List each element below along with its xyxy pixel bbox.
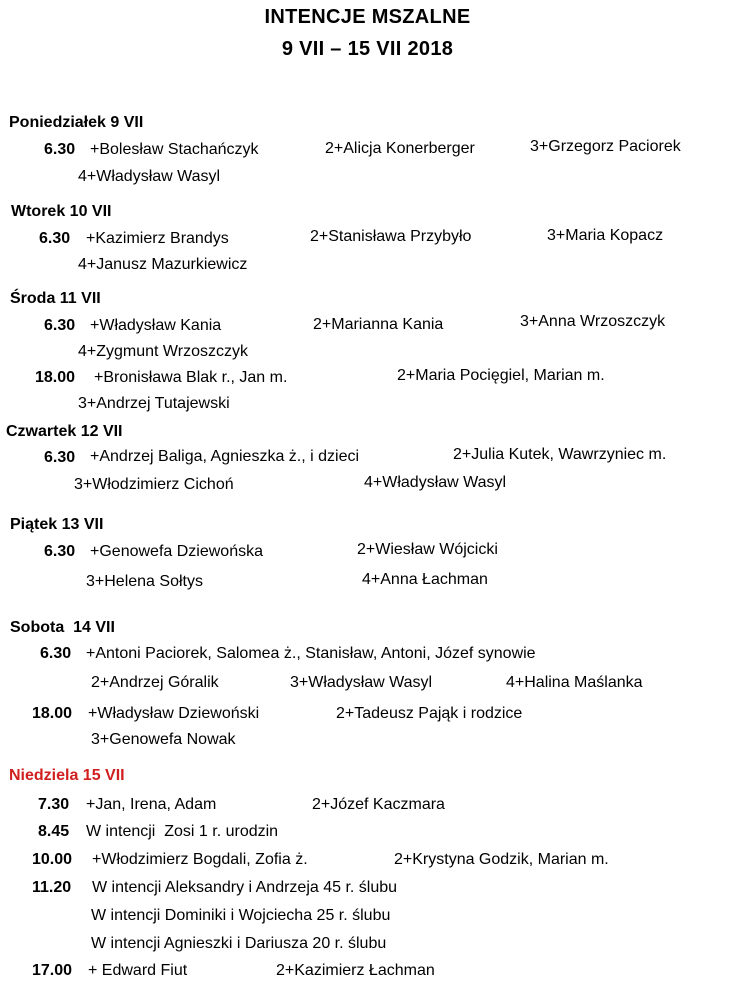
mass-time: 18.00 xyxy=(32,705,73,722)
day-heading-wednesday: Środa 11 VII xyxy=(10,290,101,307)
intention: 2+Marianna Kania xyxy=(313,316,444,333)
intention: +Władysław Kania xyxy=(90,317,222,334)
intention: +Władysław Dziewoński xyxy=(88,705,260,722)
intention: 2+Maria Pocięgiel, Marian m. xyxy=(397,367,605,384)
intention: W intencji Dominiki i Wojciecha 25 r. ślubu xyxy=(91,907,391,924)
intention: 3+Helena Sołtys xyxy=(86,573,203,590)
intention: 2+Julia Kutek, Wawrzyniec m. xyxy=(453,446,667,463)
intention: +Antoni Paciorek, Salomea ż., Stanisław, Antoni, Józef synowie xyxy=(86,645,536,662)
intention: 4+Zygmunt Wrzoszczyk xyxy=(78,343,248,360)
intention: + Edward Fiut xyxy=(88,962,188,979)
intention: W intencji Aleksandry i Andrzeja 45 r. ślubu xyxy=(92,879,398,896)
intention: +Jan, Irena, Adam xyxy=(86,796,217,813)
mass-time: 8.45 xyxy=(38,823,70,840)
day-heading-friday: Piątek 13 VII xyxy=(10,516,104,533)
intention: 3+Włodzimierz Cichoń xyxy=(74,476,234,493)
intention: +Bolesław Stachańczyk xyxy=(90,141,259,158)
intention: 3+Maria Kopacz xyxy=(547,227,664,244)
intention: 4+Władysław Wasyl xyxy=(78,168,221,185)
mass-time: 11.20 xyxy=(32,879,72,896)
intention: 2+Wiesław Wójcicki xyxy=(357,541,498,558)
intention: 4+Halina Maślanka xyxy=(506,674,643,691)
intention: +Kazimierz Brandys xyxy=(86,230,229,247)
intention: 4+Władysław Wasyl xyxy=(364,474,507,491)
mass-time: 7.30 xyxy=(38,796,70,813)
day-heading-sunday: Niedziela 15 VII xyxy=(9,767,125,784)
day-heading-saturday: Sobota 14 VII xyxy=(10,619,115,636)
intention: 3+Genowefa Nowak xyxy=(91,731,236,748)
mass-time: 6.30 xyxy=(44,543,76,560)
intention: 2+Stanisława Przybyło xyxy=(310,228,472,245)
mass-time: 18.00 xyxy=(35,369,76,386)
intention: +Bronisława Blak r., Jan m. xyxy=(94,369,288,386)
intention: 3+Anna Wrzoszczyk xyxy=(520,313,666,330)
intention: +Andrzej Baliga, Agnieszka ż., i dzieci xyxy=(90,448,360,465)
mass-time: 6.30 xyxy=(44,141,76,158)
mass-time: 17.00 xyxy=(32,962,73,979)
intention: W intencji Agnieszki i Dariusza 20 r. ślubu xyxy=(91,935,387,952)
mass-time: 6.30 xyxy=(44,449,76,466)
intention: 4+Anna Łachman xyxy=(362,571,488,588)
intention: 3+Andrzej Tutajewski xyxy=(78,395,230,412)
intention: 2+Tadeusz Pająk i rodzice xyxy=(336,705,523,722)
day-heading-tuesday: Wtorek 10 VII xyxy=(11,203,112,220)
intention: +Włodzimierz Bogdali, Zofia ż. xyxy=(92,851,308,868)
mass-time: 10.00 xyxy=(32,851,73,868)
intention: 3+Grzegorz Paciorek xyxy=(530,138,681,155)
day-heading-thursday: Czwartek 12 VII xyxy=(6,423,123,440)
date-range: 9 VII – 15 VII 2018 xyxy=(281,38,454,60)
mass-time: 6.30 xyxy=(44,317,76,334)
page-title: INTENCJE MSZALNE xyxy=(264,6,471,28)
intention: 2+Józef Kaczmara xyxy=(312,796,445,813)
mass-time: 6.30 xyxy=(39,230,71,247)
intention: 2+Krystyna Godzik, Marian m. xyxy=(394,851,609,868)
intention: W intencji Zosi 1 r. urodzin xyxy=(86,823,279,840)
intention: +Genowefa Dziewońska xyxy=(90,543,263,560)
intention: 4+Janusz Mazurkiewicz xyxy=(78,256,248,273)
mass-time: 6.30 xyxy=(40,645,72,662)
intention: 2+Alicja Konerberger xyxy=(325,140,475,157)
intention: 2+Kazimierz Łachman xyxy=(276,962,435,979)
intention: 3+Władysław Wasyl xyxy=(290,674,433,691)
intention: 2+Andrzej Góralik xyxy=(91,674,219,691)
day-heading-monday: Poniedziałek 9 VII xyxy=(9,114,144,131)
